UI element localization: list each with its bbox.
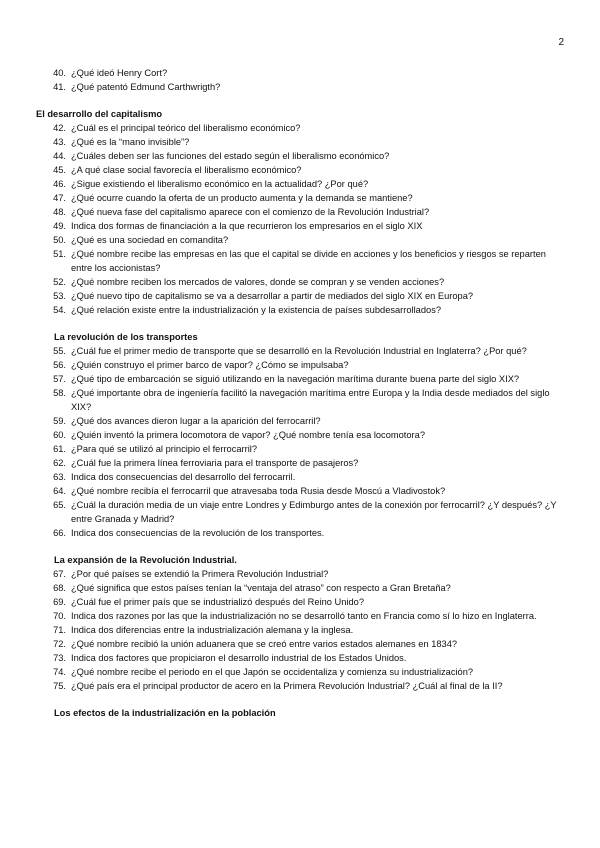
- question-text: ¿Qué significa que estos países tenían la “ventaja del atraso” con respecto a Gran Bretaña?: [71, 583, 451, 593]
- question-item: [36, 177, 576, 191]
- question-text: ¿Qué nueva fase del capitalismo aparece con el comienzo de la Revolución Industrial?: [71, 207, 430, 217]
- question-item: [36, 372, 576, 386]
- question-item: [36, 414, 576, 428]
- question-item: [36, 637, 576, 651]
- question-text: ¿Qué tipo de embarcación se siguió utilizando en la navegación marítima durante buena parte del siglo XIX?: [71, 374, 520, 384]
- question-item: [36, 80, 576, 94]
- question-number: 46.: [53, 179, 66, 189]
- question-text: ¿A qué clase social favorecía el liberalismo económico?: [71, 165, 302, 175]
- question-number: 69.: [53, 597, 66, 607]
- question-item: [36, 219, 576, 233]
- question-number: 67.: [53, 569, 66, 579]
- question-item: [36, 275, 576, 289]
- question-number: 43.: [53, 137, 66, 147]
- question-item: [36, 498, 576, 526]
- question-text: Indica dos razones por las que la industrialización no se desarrolló tanto en Francia como sí lo hizo en Inglaterra.: [71, 611, 537, 621]
- question-item: [36, 609, 576, 623]
- section-heading: Los efectos de la industrialización en la población: [54, 708, 276, 718]
- question-number: 62.: [53, 458, 66, 468]
- question-text: ¿Cuál es el principal teórico del liberalismo económico?: [71, 123, 301, 133]
- question-text: ¿Qué ideó Henry Cort?: [71, 68, 168, 78]
- question-item: [36, 386, 576, 414]
- question-item: [36, 623, 576, 637]
- question-item: [36, 581, 576, 595]
- question-number: 55.: [53, 346, 66, 356]
- question-list: [36, 66, 576, 94]
- page-number: 2: [558, 37, 564, 48]
- question-text: ¿Cuáles deben ser las funciones del estado según el liberalismo económico?: [71, 151, 390, 161]
- section-intro: [36, 66, 576, 94]
- question-item: [36, 149, 576, 163]
- question-item: [36, 470, 576, 484]
- question-item: [36, 233, 576, 247]
- question-number: 61.: [53, 444, 66, 454]
- question-item: [36, 526, 576, 540]
- question-number: 70.: [53, 611, 66, 621]
- question-number: 64.: [53, 486, 66, 496]
- question-number: 58.: [53, 388, 66, 398]
- question-text: ¿Para qué se utilizó al principio el ferrocarril?: [71, 444, 258, 454]
- question-item: [36, 679, 576, 693]
- question-item: [36, 442, 576, 456]
- question-number: 45.: [53, 165, 66, 175]
- document-content: [36, 66, 576, 720]
- question-text: ¿Qué nombre reciben los mercados de valores, donde se compran y se venden acciones?: [71, 277, 445, 287]
- question-number: 49.: [53, 221, 66, 231]
- question-item: [36, 66, 576, 80]
- question-item: [36, 651, 576, 665]
- question-item: [36, 344, 576, 358]
- question-text: ¿Quién construyo el primer barco de vapor? ¿Cómo se impulsaba?: [71, 360, 349, 370]
- question-number: 52.: [53, 277, 66, 287]
- question-text: ¿Qué nombre recibió la unión aduanera que se creó entre varios estados alemanes en 1834?: [71, 639, 458, 649]
- question-number: 51.: [53, 249, 66, 259]
- question-item: [36, 135, 576, 149]
- question-item: [36, 567, 576, 581]
- question-number: 66.: [53, 528, 66, 538]
- question-text: ¿Qué nuevo tipo de capitalismo se va a desarrollar a partir de mediados del siglo XIX en Europa?: [71, 291, 474, 301]
- section-heading: El desarrollo del capitalismo: [36, 109, 163, 119]
- question-number: 60.: [53, 430, 66, 440]
- section-transportes: [36, 330, 576, 540]
- question-text: ¿Cuál fue la primera línea ferroviaria para el transporte de pasajeros?: [71, 458, 359, 468]
- question-text: ¿Qué patentó Edmund Carthwrigth?: [71, 82, 221, 92]
- question-number: 71.: [53, 625, 66, 635]
- question-text: ¿Qué país era el principal productor de acero en la Primera Revolución Industrial? ¿Cuál al final de la II?: [71, 681, 503, 691]
- question-text: ¿Sigue existiendo el liberalismo económico en la actualidad? ¿Por qué?: [71, 179, 369, 189]
- question-item: [36, 289, 576, 303]
- section-heading: La revolución de los transportes: [54, 332, 198, 342]
- question-number: 65.: [53, 500, 66, 510]
- question-number: 63.: [53, 472, 66, 482]
- question-number: 41.: [53, 82, 66, 92]
- question-text: ¿Qué ocurre cuando la oferta de un producto aumenta y la demanda se mantiene?: [71, 193, 413, 203]
- question-text: ¿Cuál fue el primer país que se industrializó después del Reino Unido?: [71, 597, 365, 607]
- question-item: [36, 484, 576, 498]
- section-expansion: [36, 553, 576, 693]
- question-item: [36, 121, 576, 135]
- question-text: ¿Quién inventó la primera locomotora de vapor? ¿Qué nombre tenía esa locomotora?: [71, 430, 425, 440]
- question-text: ¿Qué es la “mano invisible”?: [71, 137, 190, 147]
- question-item: [36, 595, 576, 609]
- question-text: Indica dos factores que propiciaron el desarrollo industrial de los Estados Unidos.: [71, 653, 407, 663]
- question-number: 54.: [53, 305, 66, 315]
- question-text: ¿Qué importante obra de ingeniería facilitó la navegación marítima entre Europa y la India desde mediados del siglo XIX?: [71, 388, 550, 412]
- question-number: 73.: [53, 653, 66, 663]
- question-text: ¿Qué dos avances dieron lugar a la aparición del ferrocarril?: [71, 416, 321, 426]
- question-text: ¿Por qué países se extendió la Primera Revolución Industrial?: [71, 569, 329, 579]
- question-item: [36, 456, 576, 470]
- question-number: 74.: [53, 667, 66, 677]
- question-number: 50.: [53, 235, 66, 245]
- question-number: 42.: [53, 123, 66, 133]
- question-text: Indica dos consecuencias de la revolución de los transportes.: [71, 528, 325, 538]
- question-number: 68.: [53, 583, 66, 593]
- question-list: [36, 121, 576, 317]
- question-text: ¿Cuál la duración media de un viaje entre Londres y Edimburgo antes de la conexión por ferrocarril? ¿Y después? ¿Y entre Granada y Madrid?: [71, 500, 557, 524]
- question-number: 44.: [53, 151, 66, 161]
- question-number: 57.: [53, 374, 66, 384]
- question-item: [36, 205, 576, 219]
- question-text: ¿Qué nombre recibía el ferrocarril que atravesaba toda Rusia desde Moscú a Vladivostok?: [71, 486, 446, 496]
- question-item: [36, 428, 576, 442]
- question-number: 48.: [53, 207, 66, 217]
- question-item: [36, 358, 576, 372]
- question-number: 72.: [53, 639, 66, 649]
- question-list: [36, 567, 576, 693]
- question-list: [36, 344, 576, 540]
- question-number: 75.: [53, 681, 66, 691]
- section-poblacion: [36, 706, 576, 720]
- question-number: 59.: [53, 416, 66, 426]
- section-heading: La expansión de la Revolución Industrial.: [54, 555, 237, 565]
- question-text: ¿Qué relación existe entre la industrialización y la existencia de países subdesarrollados?: [71, 305, 442, 315]
- question-text: ¿Cuál fue el primer medio de transporte que se desarrolló en la Revolución Industrial en Inglaterra? ¿Por qué?: [71, 346, 527, 356]
- question-number: 53.: [53, 291, 66, 301]
- question-text: Indica dos consecuencias del desarrollo del ferrocarril.: [71, 472, 296, 482]
- question-item: [36, 303, 576, 317]
- question-item: [36, 163, 576, 177]
- section-capitalismo: [36, 107, 576, 317]
- question-text: ¿Qué nombre recibe el periodo en el que Japón se occidentaliza y comienza su industrialización?: [71, 667, 474, 677]
- question-text: ¿Qué nombre recibe las empresas en las que el capital se divide en acciones y los beneficios y riesgos se reparten entre los accionistas?: [71, 249, 546, 273]
- question-number: 56.: [53, 360, 66, 370]
- question-number: 47.: [53, 193, 66, 203]
- question-item: [36, 665, 576, 679]
- question-text: ¿Qué es una sociedad en comandita?: [71, 235, 229, 245]
- question-text: Indica dos formas de financiación a la que recurrieron los empresarios en el siglo XIX: [71, 221, 423, 231]
- question-item: [36, 191, 576, 205]
- question-number: 40.: [53, 68, 66, 78]
- question-text: Indica dos diferencias entre la industrialización alemana y la inglesa.: [71, 625, 354, 635]
- question-item: [36, 247, 576, 275]
